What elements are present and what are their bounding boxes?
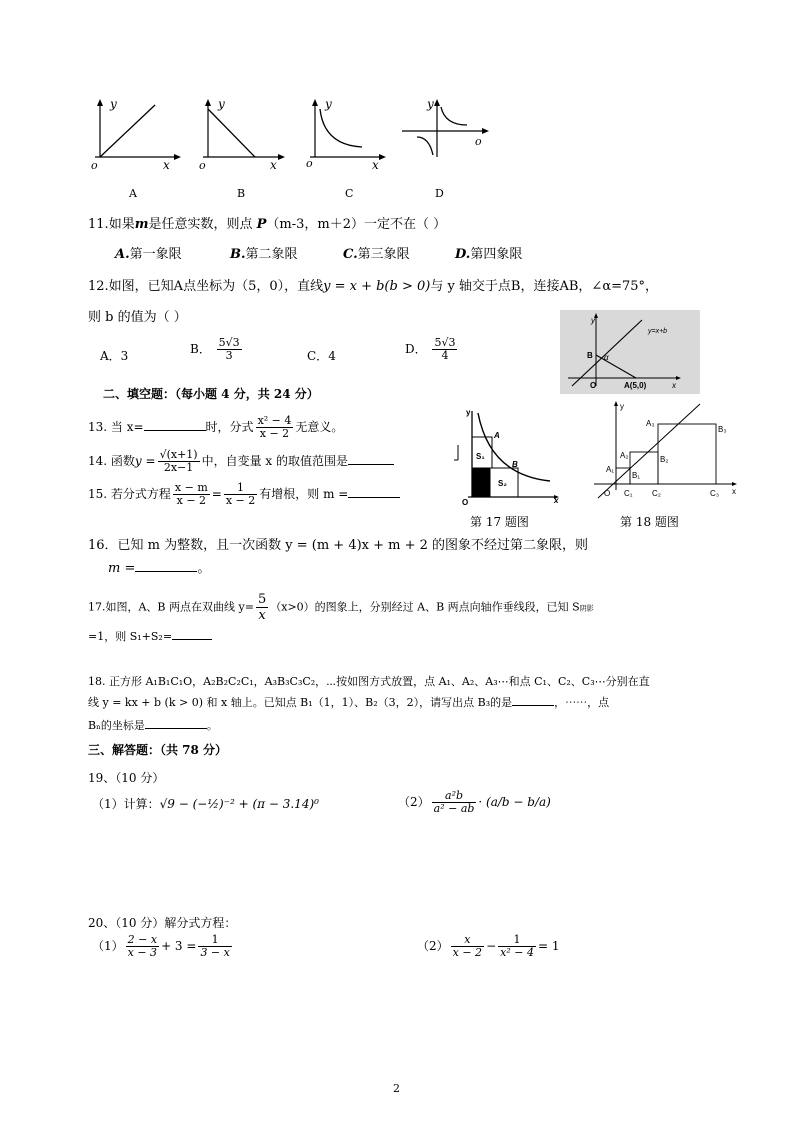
q12-option-b: B． $\frac{5√3}{3}$	[190, 336, 240, 362]
figure-17	[450, 405, 562, 505]
section-3-title: 三、解答题：（共 78 分）	[88, 743, 228, 757]
q11-option-d: D.第四象限	[455, 247, 523, 262]
q14: 14. 函数y = $\frac{√(x+1)}{2x-1}$ 中，自变量 x 的取值范围是	[88, 449, 394, 474]
q18-line3: Bₙ的坐标是 。	[88, 719, 218, 732]
svg-text:A(5,0): A(5,0)	[624, 381, 647, 390]
svg-text:O: O	[590, 381, 597, 390]
q13-blank[interactable]	[144, 430, 206, 431]
q11-option-c: C.第三象限	[343, 247, 410, 262]
graph-b	[199, 97, 285, 200]
q12-option-c: C．4	[307, 349, 336, 363]
q20-head: 20、（10 分）解分式方程：	[88, 916, 237, 930]
q12-stem-2: 则 b 的值为（ ）	[88, 310, 187, 325]
q14-blank[interactable]	[348, 464, 394, 465]
q11-option-b: B.第二象限	[230, 247, 298, 262]
svg-text:B₁: B₁	[632, 471, 641, 480]
graph-label-a: A	[129, 187, 137, 200]
svg-text:C₁: C₁	[624, 489, 633, 498]
svg-text:x: x	[672, 381, 676, 390]
svg-text:y: y	[218, 97, 225, 111]
svg-text:S₁: S₁	[476, 452, 485, 461]
section-2-title: 二、填空题：（每小题 4 分，共 24 分）	[103, 387, 319, 401]
svg-text:S₂: S₂	[498, 479, 507, 488]
q20-part1: （1） $\frac{2 - x}{x - 3}$ + 3 = $\frac{1}{3 - x}$	[92, 933, 230, 959]
svg-text:x: x	[372, 158, 379, 172]
svg-text:C₃: C₃	[710, 489, 720, 498]
svg-text:y: y	[427, 97, 434, 111]
svg-text:y: y	[466, 408, 471, 417]
figure-17-caption: 第 17 题图	[470, 515, 529, 529]
q17-line2: =1，则 S₁+S₂=	[88, 628, 212, 644]
svg-text:x: x	[163, 158, 170, 172]
graph-a	[91, 97, 181, 200]
q10-graphs	[85, 95, 505, 205]
svg-text:o: o	[91, 159, 98, 172]
q18-line2: 线 y = kx + b (k > 0) 和 x 轴上。已知点 B₁（1，1）、B₂（3，2），请写出点 B₃的是 ，⋯⋯，点	[88, 696, 610, 709]
svg-text:o: o	[475, 135, 482, 148]
q17-blank[interactable]	[172, 639, 212, 640]
figure-18	[592, 400, 742, 504]
page-number: 2	[393, 1082, 400, 1095]
svg-text:x: x	[732, 487, 736, 496]
q15-blank[interactable]	[348, 497, 400, 498]
q20-part2: （2） $\frac{x}{x - 2}$ − $\frac{1}{\text{x² − 4}}$ = 1	[417, 933, 560, 959]
q19-part1: （1）计算：√9 − (−½)⁻² + (π − 3.14)⁰	[92, 797, 319, 811]
figure-18-caption: 第 18 题图	[620, 515, 679, 529]
q12-option-d: D． $\frac{5√3}{4}$	[405, 336, 456, 362]
q15: 15. 若分式方程 $\frac{x - m}{x - 2}$ = $\frac{1}{x - 2}$ 有增根，则 m =	[88, 482, 400, 507]
svg-text:A₂: A₂	[620, 451, 629, 460]
q18-line1: 18. 正方形 A₁B₁C₁O，A₂B₂C₂C₁，A₃B₃C₃C₂，⋯按如图方式放置，点 A₁、A₂、A₃⋯和点 C₁、C₂、C₃⋯分别在直	[88, 675, 650, 688]
svg-text:B₃: B₃	[718, 425, 727, 434]
svg-text:A₁: A₁	[606, 465, 615, 474]
svg-text:O: O	[462, 498, 469, 505]
graph-label-b: B	[237, 187, 246, 200]
q19-part2: （2） $\frac{\text{a²b}}{\text{a² − ab}}$ · (a/b − b/a)	[398, 789, 551, 815]
svg-text:α: α	[604, 353, 609, 362]
q12-option-a: A．3	[100, 349, 129, 363]
svg-text:x: x	[270, 158, 277, 172]
q11-stem: 11.如果m是任意实数，则点 P（m-3，m＋2）一定不在（ ）	[88, 217, 447, 232]
q11-option-a: A.第一象限	[115, 247, 182, 262]
q12-stem: 12.如图，已知A点坐标为（5，0），直线y = x + b(b > 0)与 y 轴交于点B，连接AB，∠α=75°，	[88, 279, 659, 294]
svg-text:B: B	[512, 460, 518, 469]
svg-text:o: o	[306, 157, 313, 170]
q13: 13. 当 x= 时，分式 $\frac{\text{x² − 4}}{x - 2}$ 无意义。	[88, 414, 344, 440]
svg-text:y: y	[620, 402, 624, 411]
graph-d	[402, 97, 489, 200]
q12-figure	[560, 310, 700, 394]
svg-text:y: y	[591, 316, 595, 325]
svg-text:x: x	[554, 496, 559, 505]
q18-blank-bn[interactable]	[145, 728, 207, 729]
graph-label-d: D	[435, 187, 444, 200]
q19-head: 19、（10 分）	[88, 771, 165, 785]
q18-blank-b3[interactable]	[512, 705, 554, 706]
svg-text:B₂: B₂	[660, 455, 669, 464]
graph-c	[306, 97, 386, 200]
svg-text:o: o	[199, 159, 206, 172]
svg-text:y: y	[110, 97, 117, 111]
svg-text:A₃: A₃	[646, 419, 655, 428]
q17-line1: 17.如图，A、B 两点在双曲线 y= $\frac{5}{x}$ （x>0）的图象上，分别经过 A、B 两点向轴作垂线段，已知 S阴影	[88, 592, 594, 623]
svg-text:y: y	[325, 97, 332, 111]
svg-text:O: O	[604, 489, 611, 498]
svg-text:A: A	[494, 431, 500, 440]
q16-blank[interactable]	[135, 571, 197, 572]
svg-text:y=x+b: y=x+b	[648, 328, 668, 335]
svg-text:C₂: C₂	[652, 489, 661, 498]
q16-line1: 16．已知 m 为整数，且一次函数 y = (m + 4)x + m + 2 的图象不经过第二象限，则	[88, 538, 589, 553]
q16-line2: m = 。	[108, 561, 211, 576]
svg-text:B: B	[587, 351, 593, 360]
graph-label-c: C	[345, 187, 354, 200]
